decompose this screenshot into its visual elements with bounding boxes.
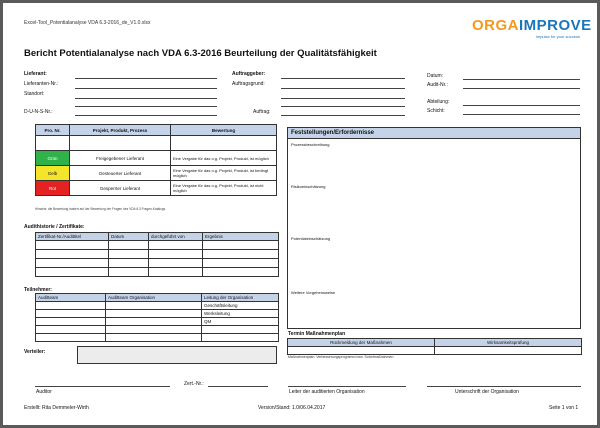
label-auftraggeber: Auftraggeber: <box>232 71 266 77</box>
company-logo <box>472 18 592 39</box>
footer-version: Version/Stand: 1.0/06.04.2017 <box>258 405 326 411</box>
label-auftrag: Auftrag: <box>253 109 271 115</box>
termin-title: Termin Maßnahmenplan <box>288 331 346 337</box>
termin-note: Maßnahmenplan: Verbesserungsprogramm bzw. Sofortmaßnahmen <box>288 355 394 359</box>
table-cell[interactable] <box>202 326 279 334</box>
label-abteilung: Abteilung: <box>427 99 450 105</box>
role-geschaeftsleitung: Geschäftsleitung <box>202 302 279 310</box>
report-title: Bericht Potentialanalyse nach VDA 6.3-2016 Beurteilung der Qualitätsfähigkeit <box>24 48 377 59</box>
table-cell[interactable] <box>149 268 203 277</box>
col-rueckmeldung: Rückmeldung der Maßnahmen <box>288 339 435 347</box>
desc-yellow: Eine Vergabe für das o.g. Projekt, Produkt, ist bedingt möglich <box>171 166 277 181</box>
table-cell[interactable] <box>149 241 203 250</box>
rating-footnote: Hinweis: die Bewertung basiert auf der Bewertung der Fragen des VDA 6.3 Fragen-Katalogs <box>35 207 166 211</box>
signature-unterschrift: Unterschrift der Organisation <box>455 389 519 395</box>
label-lieferant: Lieferant: <box>24 71 47 77</box>
label-audit-nr: Audit-Nr.: <box>427 82 448 88</box>
logo-part-orga: ORGA <box>472 17 519 34</box>
verteiler-box[interactable] <box>77 346 277 364</box>
label-datum: Datum: <box>427 73 444 79</box>
col-projekt: Projekt, Produkt, Prozess <box>70 125 171 136</box>
table-cell[interactable] <box>106 318 202 326</box>
termin-wirksamkeit-cell[interactable] <box>435 347 582 355</box>
table-cell[interactable] <box>203 250 279 259</box>
rating-table <box>35 124 277 196</box>
status-yellow: Gesteuerter Lieferant <box>70 166 171 181</box>
col-auditteam: Auditteam <box>36 294 106 302</box>
desc-red: Eine Vergabe für das o.g. Projekt, Produkt, ist nicht möglich <box>171 181 277 196</box>
table-cell[interactable] <box>106 302 202 310</box>
teilnehmer-table <box>35 293 279 342</box>
table-cell[interactable] <box>109 250 149 259</box>
table-cell[interactable] <box>36 310 106 318</box>
teilnehmer-title: Teilnehmer: <box>24 287 52 293</box>
termin-rueckmeldung-cell[interactable] <box>288 347 435 355</box>
footer-erstellt: Erstellt: Rita Demmeler-Wirth <box>24 405 89 411</box>
col-leitung: Leitung der Organisation <box>202 294 279 302</box>
logo-part-improve: IMPROVE <box>519 17 592 34</box>
role-qm: QM <box>202 318 279 326</box>
section-potentialeinschaetzung: Potentialeinschätzung <box>291 236 331 241</box>
audithistorie-title: Audithistorie / Zertifikate: <box>24 224 85 230</box>
col-datum: Datum <box>109 233 149 241</box>
signature-auditor: Auditor <box>36 389 52 395</box>
footer-seite: Seite 1 von 1 <box>549 405 579 411</box>
rating-row-green <box>36 151 277 166</box>
label-zert-nr: Zert.-Nr.: <box>184 381 204 387</box>
section-risikoeinschaetzung: Risikoeinschätzung <box>291 184 326 189</box>
label-standort: Standort: <box>24 91 45 97</box>
col-bewertung: Bewertung <box>171 125 277 136</box>
table-cell[interactable] <box>106 334 202 342</box>
label-lieferanten-nr: Lieferanten-Nr.: <box>24 81 59 87</box>
status-green: Freigegebener Lieferant <box>70 151 171 166</box>
label-duns: D-U-N-S-Nr.: <box>24 109 53 115</box>
grade-red: Rot <box>36 181 70 196</box>
feststellungen-panel <box>287 127 581 329</box>
section-weitere-vorgehensweise: Weitere Vorgehensweise <box>291 290 336 295</box>
grade-yellow: Gelb <box>36 166 70 181</box>
col-pro-nr: Pro. Nr. <box>36 125 70 136</box>
cell-projekt[interactable] <box>70 136 171 151</box>
col-durchgefuehrt: durchgeführt von <box>149 233 203 241</box>
table-cell[interactable] <box>106 326 202 334</box>
desc-green: Eine Vergabe für das o.g. Projekt, Produkt, ist möglich <box>171 151 277 166</box>
table-cell[interactable] <box>36 318 106 326</box>
table-cell[interactable] <box>109 259 149 268</box>
table-cell[interactable] <box>36 250 109 259</box>
col-zertifikat: Zertifikat-Nr./Audittitel <box>36 233 109 241</box>
table-cell[interactable] <box>36 326 106 334</box>
audithistorie-table <box>35 232 279 277</box>
table-cell[interactable] <box>36 334 106 342</box>
table-cell[interactable] <box>109 241 149 250</box>
table-cell[interactable] <box>203 259 279 268</box>
label-auftragsgrund: Auftragsgrund: <box>232 81 265 87</box>
table-cell[interactable] <box>36 241 109 250</box>
table-cell[interactable] <box>203 268 279 277</box>
cell-bewertung[interactable] <box>171 136 277 151</box>
status-red: Gesperrter Lieferant <box>70 181 171 196</box>
logo-tagline: impulse for your success <box>535 34 580 39</box>
table-cell[interactable] <box>149 259 203 268</box>
role-werksleitung: Werksleitung <box>202 310 279 318</box>
table-cell[interactable] <box>149 250 203 259</box>
rating-row-red <box>36 181 277 196</box>
cell-pro-nr[interactable] <box>36 136 70 151</box>
label-schicht: Schicht: <box>427 108 445 114</box>
grade-green: Grün <box>36 151 70 166</box>
verteiler-label: Verteiler: <box>24 349 46 355</box>
section-prozessbeschreibung: Prozessbeschreibung <box>291 142 330 147</box>
report-page <box>3 3 597 425</box>
table-cell[interactable] <box>202 334 279 342</box>
table-cell[interactable] <box>36 259 109 268</box>
feststellungen-title: Feststellungen/Erfordernisse <box>288 128 580 139</box>
table-cell[interactable] <box>36 302 106 310</box>
col-ergebnis: Ergebnis <box>203 233 279 241</box>
table-cell[interactable] <box>203 241 279 250</box>
table-cell[interactable] <box>36 268 109 277</box>
table-cell[interactable] <box>106 310 202 318</box>
termin-table <box>287 338 582 355</box>
signature-leiter: Leiter der auditierten Organisation <box>289 389 365 395</box>
col-auditteam-org: Auditteam Organisation <box>106 294 202 302</box>
file-name: Excel-Tool_Potentialanalyse VDA 6.3-2016_de_V1.0.xlsx <box>24 20 151 26</box>
table-cell[interactable] <box>109 268 149 277</box>
rating-row-yellow <box>36 166 277 181</box>
col-wirksamkeit: Wirksamkeitsprüfung <box>435 339 582 347</box>
